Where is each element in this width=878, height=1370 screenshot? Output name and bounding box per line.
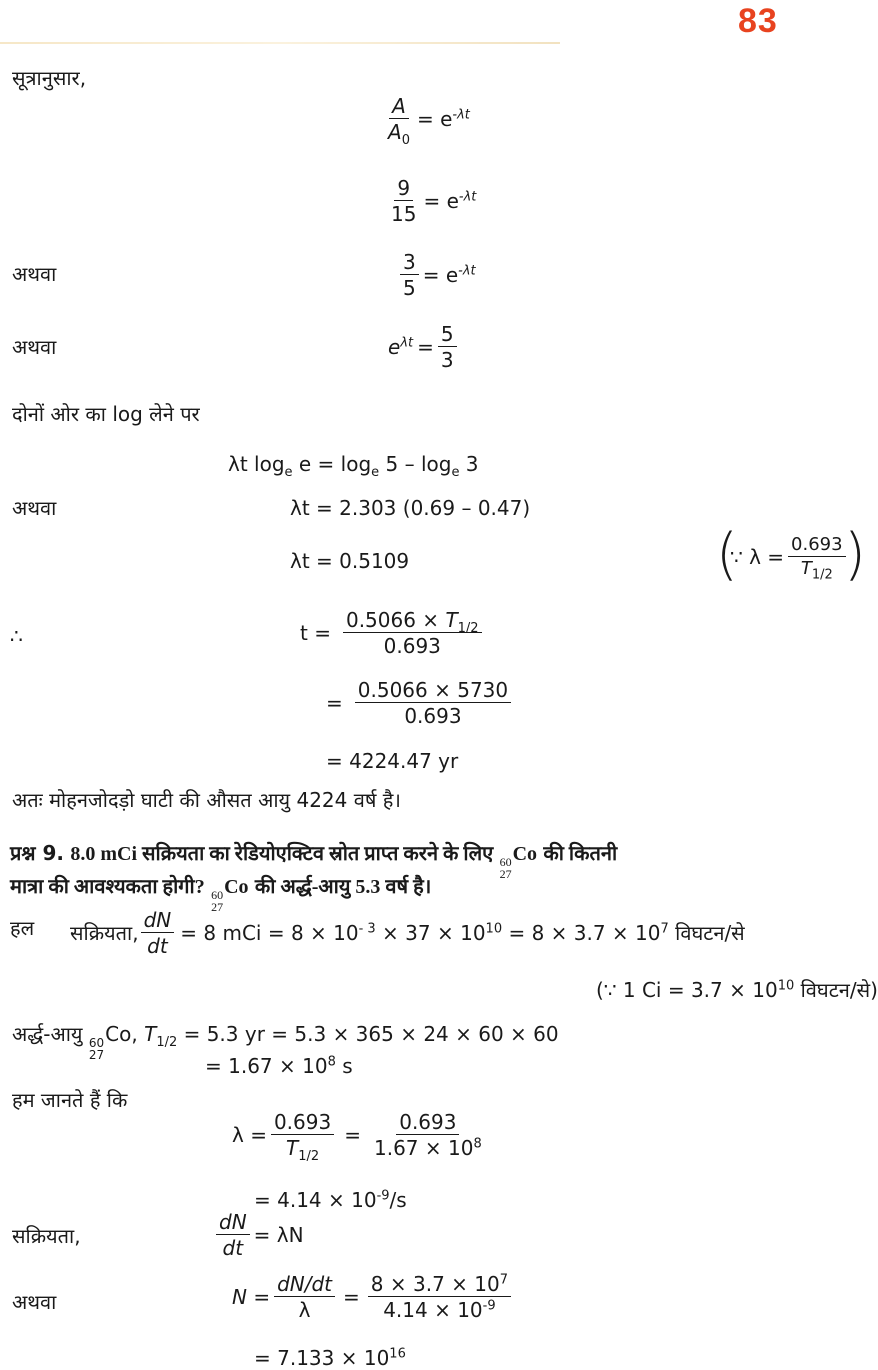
activity-label: सक्रियता, [12,1224,81,1248]
equation-6: λt = 2.303 (0.69 – 0.47) [290,496,531,520]
ci-note: (∵ 1 $Ci = 3.7 \times 10^{10}$ विघटन/से) [596,978,878,1002]
conclusion: अतः मोहनजोदड़ो घाटी की औसत आयु 4224 वर्ष है। [12,788,401,812]
question-line-2: मात्रा की आवश्यकता होगी? 60 27 Co की अर्द्ध-आयु 5.3 वर्ष है। [10,876,432,914]
question-line-1: प्रश्न 9. 8.0 mCi सक्रियता का रेडियोएक्टिव स्रोत प्राप्त करने के लिए 60 27 Co की कितनी [10,841,618,881]
activity-equation: $\frac{dN}{dt}$ = λN [216,1212,304,1258]
solution-label: हल [10,916,35,940]
solution-activity: सक्रियता, $\frac{dN}{dt}$ = 8 mCi = $8 \times 10^{- 3} \times 37 \times 10^{10} = 8 \times 3.7 \times 10^7$ विघटन/से [70,908,745,958]
equation-10: = 4224.47 yr [326,749,459,773]
athva-4: अथवा [12,1290,57,1314]
n-value: = $7.133 \times 10^{16}$ [254,1346,406,1370]
header-rule [0,42,560,44]
page-number: 83 [738,2,778,40]
lambda-note: ( ∵ λ = $\frac{0.693}{T_{1/2}}$ ) [716,522,866,587]
n-equation: N = $\frac{dN/dt}{\lambda}$ = $\frac{8 \times 3.7 \times 10^7}{4.14 \times 10^{-9}}$ [232,1274,511,1320]
half-life-value: = $1.67 \times 10^8$ s [205,1054,353,1078]
equation-2: $\frac{9}{15}$ = $e^{-\lambda t}$ [391,176,477,226]
formula-label: सूत्रानुसार, [12,66,87,90]
we-know: हम जानते हैं कि [12,1088,128,1112]
equation-7: λt = 0.5109 [290,549,410,573]
equation-9: = $\frac{0.5066 \times 5730}{0.693}$ [326,680,511,726]
lambda-value: = $4.14 \times 10^{-9}/s$ [254,1188,407,1212]
athva-3: अथवा [12,496,57,520]
equation-3: $\frac{3}{5}$ = $e^{-\lambda t}$ [400,252,476,298]
therefore-sign: ∴ [10,624,23,648]
question-label: प्रश्न 9. [10,841,64,865]
equation-4: $e^{\lambda t}$ = $\frac{5}{3}$ [388,324,457,370]
equation-5: λt $\log_e e = \log_e 5 - \log_e 3$ [228,452,479,480]
athva-1: अथवा [12,262,57,286]
lambda-equation: λ = $\frac{0.693}{T_{1/2}}$ = $\frac{0.693}{1.67 \times 10^8}$ [232,1110,482,1164]
equation-8: t = $\frac{0.5066 \times T_{1/2}}{0.693}$ [300,610,482,656]
log-text: दोनों ओर का log लेने पर [12,402,200,426]
athva-2: अथवा [12,335,57,359]
equation-1: $\frac{A}{A_0}$ = $e^{-\lambda t}$ [388,94,470,148]
half-life-line: अर्द्ध-आयु 60 27 Co, $T_{1/2} = 5.3$ yr = 5.3 × 365 × 24 × 60 × 60 [12,1022,559,1062]
